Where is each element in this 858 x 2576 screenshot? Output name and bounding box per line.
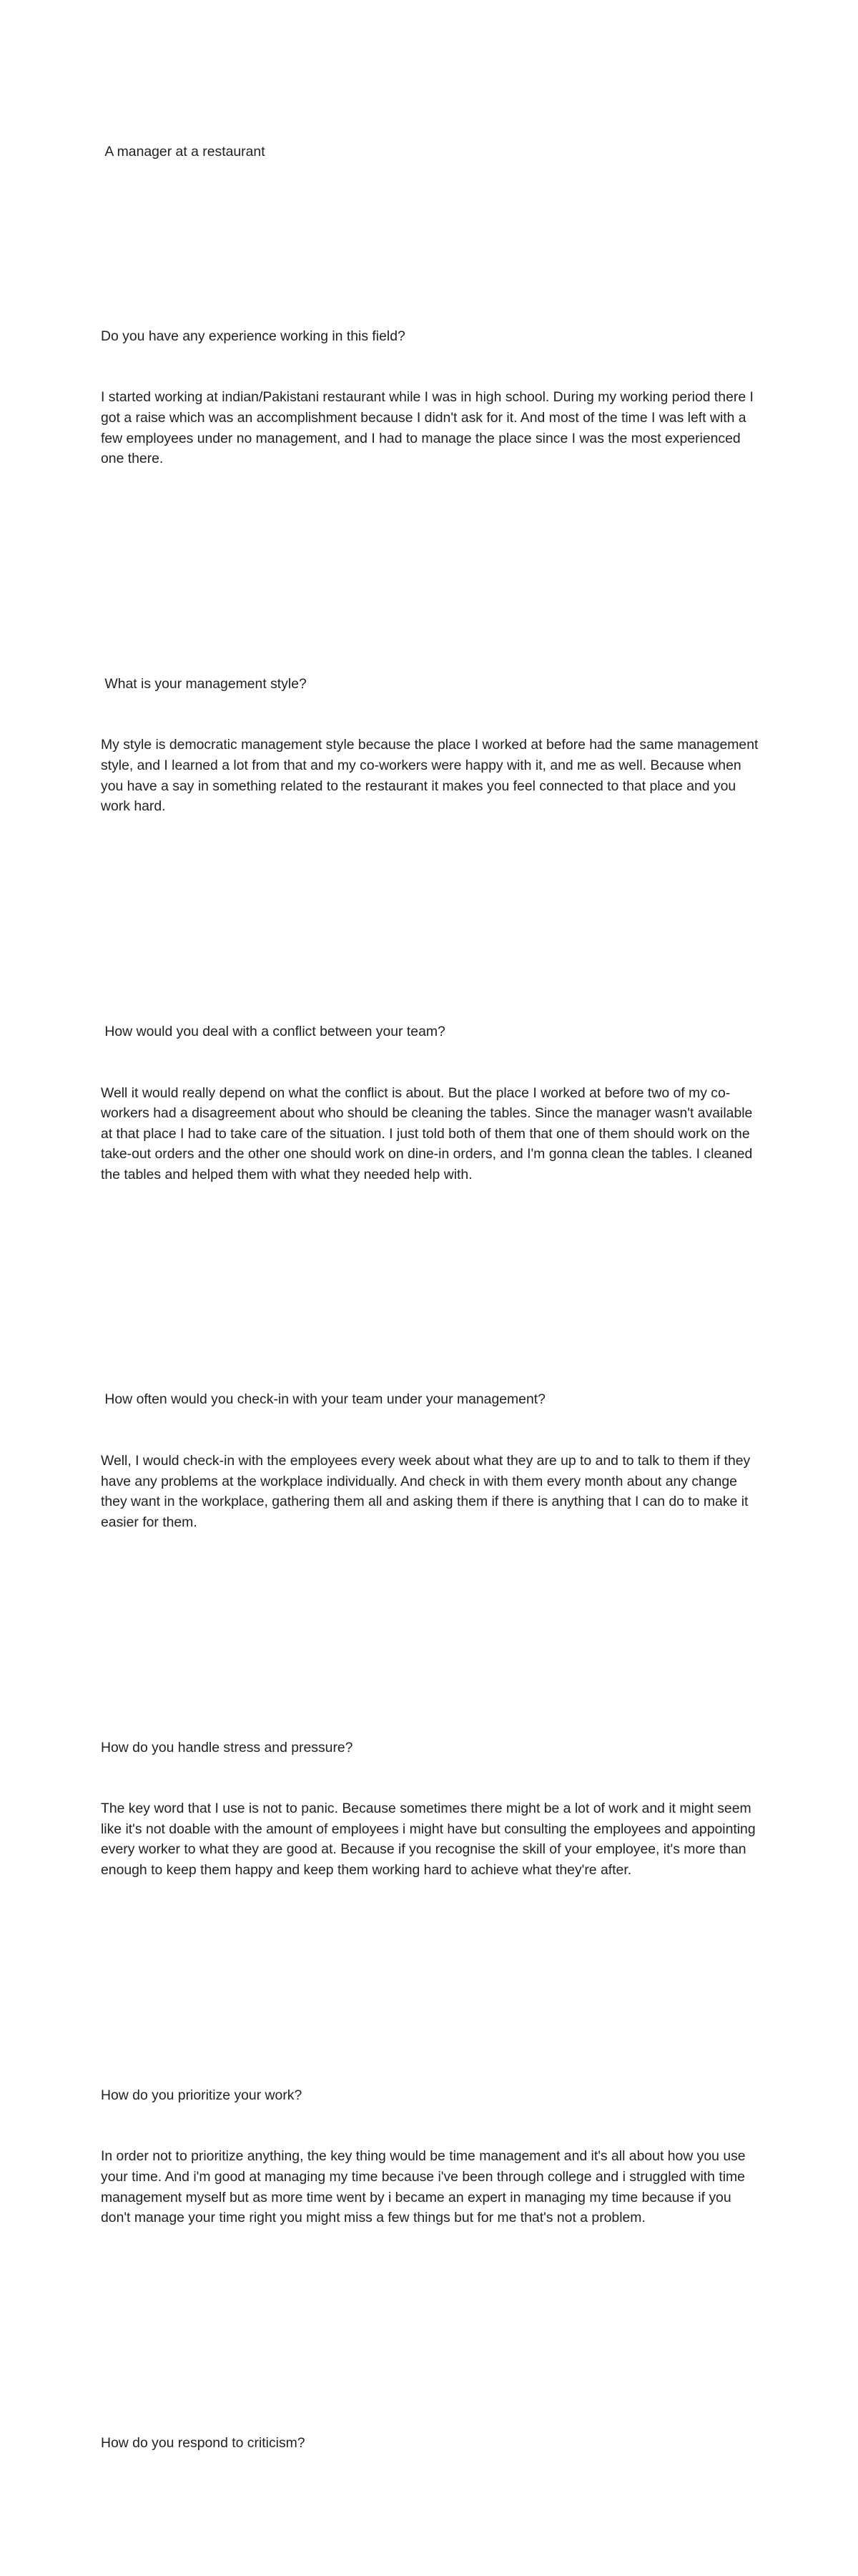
document-body	[101, 101, 762, 2576]
question-text: How do you respond to criticism?	[101, 2434, 305, 2451]
qa-section-conflict	[101, 981, 762, 1226]
question-text: How do you handle stress and pressure?	[101, 1739, 353, 1755]
paragraph-spacer	[101, 551, 762, 572]
answer-text: I started working at indian/Pakistani restaurant while I was in high school. During my working period there I got a raise which was an accomplishment because I didn't ask for it. And most of the time I was left with a few employees under no management, and I had to manage the place since I was the most experienced one there.	[101, 389, 758, 467]
paragraph-spacer	[101, 898, 762, 919]
paragraph-spacer	[101, 2310, 762, 2331]
qa-section-prioritize	[101, 2044, 762, 2269]
qa-section-experience	[101, 285, 762, 510]
answer-text: In order not to prioritize anything, the key thing would be time management and it's all about how you use your time. And i'm good at managing my time because i've been through college and i struggled with time management myself but as more time went by i became an expert in managing my time because if you don't manage your time right you might miss a few things but for me that's not a problem.	[101, 2148, 749, 2226]
answer-text: The key word that I use is not to panic. Because sometimes there might be a lot of work and it might seem like it's not doable with the amount of employees i might have but consulting the employees and appointing every worker to what they are good at. Because if you recognise the skill of your employee, it's more than enough to keep them happy and keep them working hard to achieve what they're after.	[101, 1801, 760, 1879]
answer-text: My style is democratic management style because the place I worked at before had the same management style, and I learned a lot from that and my co-workers were happy with it, and me as well. Because when you have a say in something related to the restaurant it makes you feel connected to that place and you work hard.	[101, 737, 762, 815]
answer-text: Well it would really depend on what the conflict is about. But the place I worked at before two of my co-workers had a disagreement about who should be cleaning the tables. Since the manager wasn't available at that place I had to take care of the situation. I just told both of them that one of them should work on the take-out orders and the other one should work on dine-in orders, and I'm gonna clean the tables. I cleaned the tables and helped them with what they needed help with.	[101, 1084, 756, 1182]
qa-section-criticism	[101, 2392, 762, 2535]
question-text: What is your management style?	[101, 675, 307, 692]
question-text: How do you prioritize your work?	[101, 2087, 302, 2103]
question-text: Do you have any experience working in this field?	[101, 328, 405, 344]
qa-section-management-style	[101, 632, 762, 858]
qa-section-stress	[101, 1696, 762, 1921]
paragraph-spacer	[101, 203, 762, 224]
answer-text: Well, I would check-in with the employees every week about what they are up to and to talk to them if they have any problems at the workplace individually. And check in with them every month about any change they want in the workplace, gathering them all and asking them if there is anything that I can do to make it easier for them.	[101, 1453, 754, 1530]
paragraph-spacer	[101, 1615, 762, 1635]
paragraph-spacer	[101, 1267, 762, 1288]
qa-section-check-in	[101, 1348, 762, 1574]
document-title: A manager at a restaurant	[101, 144, 265, 160]
question-text: How often would you check-in with your team under your management?	[101, 1391, 546, 1408]
question-text: How would you deal with a conflict between your team?	[101, 1023, 445, 1039]
paragraph-spacer	[101, 1962, 762, 1983]
